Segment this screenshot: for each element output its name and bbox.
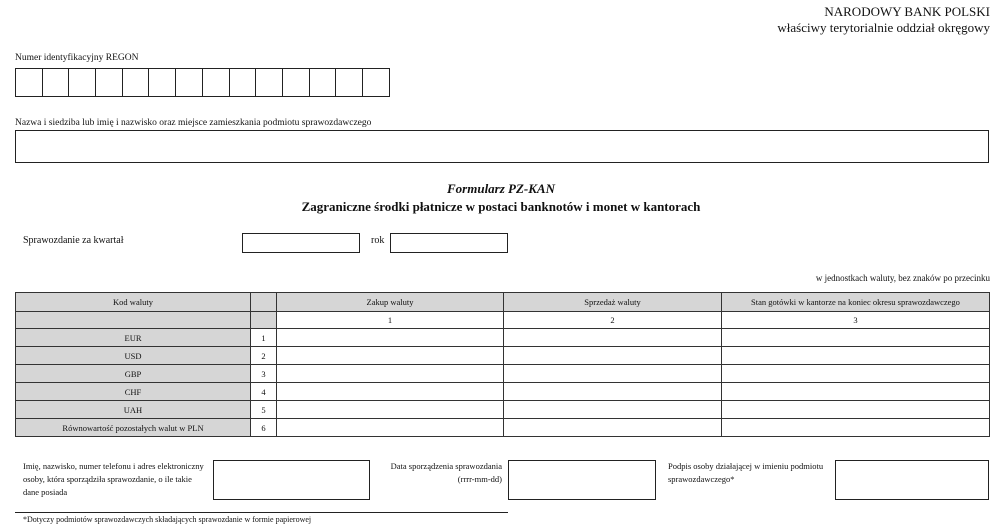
column-number-row — [16, 312, 990, 329]
regon-digit-cell[interactable] — [335, 68, 363, 97]
sale-cell[interactable] — [504, 329, 722, 347]
regon-digit-cell[interactable] — [42, 68, 70, 97]
signature-label: Podpis osoby działającej w imieniu podmiotu sprawozdawczego* — [668, 461, 824, 485]
currency-code: GBP — [16, 365, 251, 383]
balance-cell[interactable] — [722, 383, 990, 401]
regon-digit-cell[interactable] — [95, 68, 123, 97]
regon-digit-cell[interactable] — [309, 68, 337, 97]
balance-cell[interactable] — [722, 419, 990, 437]
table-row — [16, 383, 990, 401]
year-field[interactable] — [390, 233, 508, 253]
currency-code: CHF — [16, 383, 251, 401]
header-purchase: Zakup waluty — [277, 293, 504, 312]
signature-field[interactable] — [835, 460, 989, 500]
regon-digit-cell[interactable] — [68, 68, 96, 97]
sale-cell[interactable] — [504, 365, 722, 383]
balance-cell[interactable] — [722, 347, 990, 365]
entity-name-field[interactable] — [15, 130, 989, 163]
form-subtitle: Zagraniczne środki płatnicze w postaci banknotów i monet w kantorach — [301, 199, 701, 214]
balance-cell[interactable] — [722, 329, 990, 347]
row-number: 3 — [251, 365, 277, 383]
bank-name: NARODOWY BANK POLSKI — [824, 4, 990, 19]
regon-digit-cell[interactable] — [202, 68, 230, 97]
currency-code: Równowartość pozostałych walut w PLN — [16, 419, 251, 437]
units-note: w jednostkach waluty, bez znaków po przecinku — [815, 273, 990, 283]
year-label: rok — [371, 235, 385, 246]
currency-code: UAH — [16, 401, 251, 419]
row-number: 2 — [251, 347, 277, 365]
balance-cell[interactable] — [722, 365, 990, 383]
report-date-label: Data sporządzenia sprawozdania (rrrr-mm-dd) — [390, 461, 502, 485]
regon-digit-cell[interactable] — [175, 68, 203, 97]
regon-digit-cell[interactable] — [122, 68, 150, 97]
regon-digit-cell[interactable] — [282, 68, 310, 97]
header-currency-code: Kod waluty — [16, 293, 251, 312]
purchase-cell[interactable] — [277, 347, 504, 365]
currency-code: EUR — [16, 329, 251, 347]
currency-table — [15, 292, 990, 437]
currency-code: USD — [16, 347, 251, 365]
col-number — [251, 312, 277, 329]
regon-digit-cell[interactable] — [362, 68, 390, 97]
sale-cell[interactable] — [504, 401, 722, 419]
purchase-cell[interactable] — [277, 383, 504, 401]
purchase-cell[interactable] — [277, 329, 504, 347]
purchase-cell[interactable] — [277, 401, 504, 419]
footnote-divider — [15, 512, 508, 513]
header-row-number — [251, 293, 277, 312]
regon-digit-cell[interactable] — [15, 68, 43, 97]
contact-person-label: Imię, nazwisko, numer telefonu i adres elektroniczny osoby, która sporządziła sprawozdanie, o ile takie dane posiada — [23, 461, 204, 498]
row-number: 5 — [251, 401, 277, 419]
table-row — [16, 365, 990, 383]
bank-branch: właściwy terytorialnie oddział okręgowy — [777, 20, 990, 35]
table-row — [16, 419, 990, 437]
quarter-label: Sprawozdanie za kwartał — [23, 235, 124, 246]
col-number: 1 — [277, 312, 504, 329]
regon-digit-cell[interactable] — [148, 68, 176, 97]
report-date-field[interactable] — [508, 460, 656, 500]
header-cash-balance: Stan gotówki w kantorze na koniec okresu sprawozdawczego — [722, 293, 990, 312]
table-row — [16, 347, 990, 365]
table-row — [16, 401, 990, 419]
table-header-row — [16, 293, 990, 312]
purchase-cell[interactable] — [277, 365, 504, 383]
quarter-field[interactable] — [242, 233, 360, 253]
sale-cell[interactable] — [504, 383, 722, 401]
regon-digit-cell[interactable] — [229, 68, 257, 97]
entity-name-label: Nazwa i siedziba lub imię i nazwisko oraz miejsce zamieszkania podmiotu sprawozdawczego — [15, 118, 372, 128]
row-number: 4 — [251, 383, 277, 401]
regon-input — [15, 68, 390, 97]
col-number: 2 — [504, 312, 722, 329]
contact-person-field[interactable] — [213, 460, 370, 500]
table-row — [16, 329, 990, 347]
footnote: *Dotyczy podmiotów sprawozdawczych składających sprawozdanie w formie papierowej — [23, 515, 312, 524]
row-number: 6 — [251, 419, 277, 437]
purchase-cell[interactable] — [277, 419, 504, 437]
col-number — [16, 312, 251, 329]
sale-cell[interactable] — [504, 347, 722, 365]
form-title: Formularz PZ-KAN — [447, 181, 555, 196]
regon-label: Numer identyfikacyjny REGON — [15, 53, 139, 63]
regon-digit-cell[interactable] — [255, 68, 283, 97]
col-number: 3 — [722, 312, 990, 329]
header-sale: Sprzedaż waluty — [504, 293, 722, 312]
row-number: 1 — [251, 329, 277, 347]
balance-cell[interactable] — [722, 401, 990, 419]
sale-cell[interactable] — [504, 419, 722, 437]
